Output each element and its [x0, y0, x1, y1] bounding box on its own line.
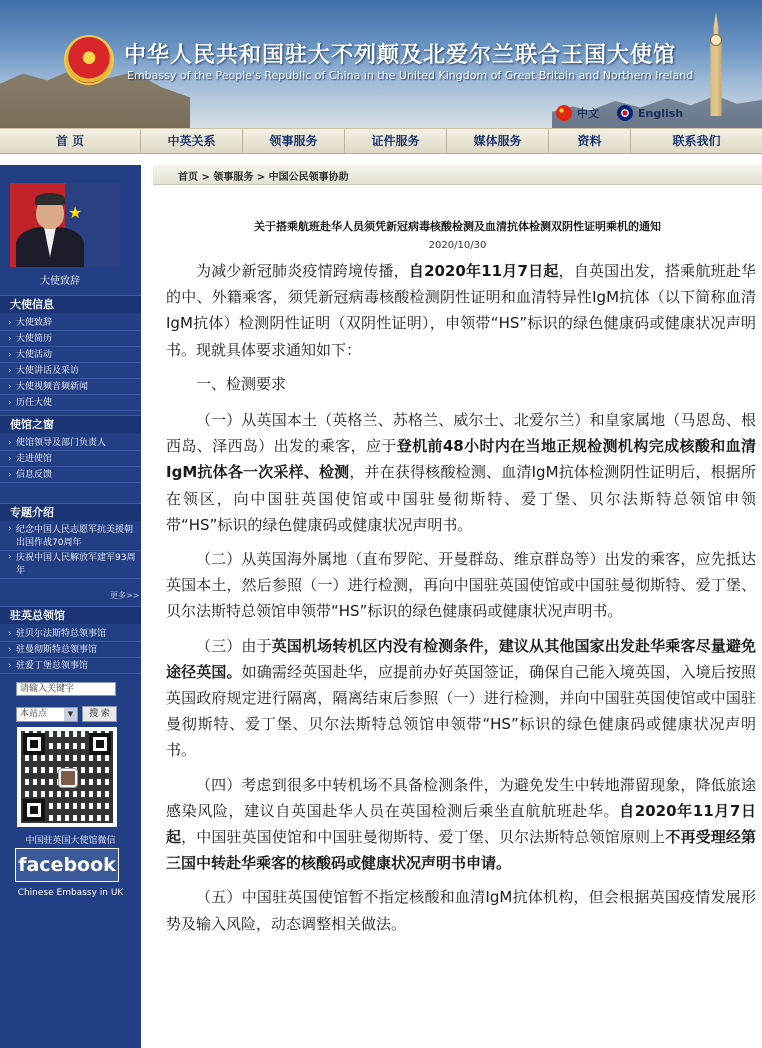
article-text: （一）从英国本土（英格兰、苏格兰、威尔士、北爱尔兰）和皇家属地（马恩岛、根西岛、泽西岛）出发的乘客，应于	[166, 411, 756, 456]
article-text: （二）从英国海外属地（直布罗陀、开曼群岛、维京群岛等）出发的乘客，应先抵达英国本土，然后参照（一）进行检测，再向中国驻英国使馆或中国驻曼彻斯特、爱丁堡、贝尔法斯特总领馆申领带“HS”标识的绿色健康码或健康状况声明书。	[166, 550, 756, 621]
sidebar-item-about-embassy[interactable]: › 走进使馆	[0, 451, 141, 467]
wechat-caption: 中国驻英国大使馆微信	[25, 836, 116, 846]
qr-finder	[23, 799, 45, 821]
photo-hair	[35, 193, 65, 205]
nav-china-uk-relations[interactable]: 中英关系	[141, 128, 243, 154]
sidebar-heading-consulates: 驻英总领馆	[0, 606, 141, 624]
qr-finder	[89, 733, 111, 755]
site-title-cn: 中华人民共和国驻大不列颠及北爱尔兰联合王国大使馆	[124, 43, 677, 68]
sidebar-item-ambassador-speech[interactable]: › 大使致辞	[0, 315, 141, 331]
qr-finder	[23, 733, 45, 755]
article-text: 如确需经英国赴华，应提前办好英国签证，确保自己能入境英国，入境后按照英国政府规定进行隔离，隔离结束后参照（一）进行检测，并向中国驻英国使馆或中国驻曼彻斯特、爱丁堡、贝尔法斯特总领馆申领带“HS”标识的绿色健康码或健康状况声明书。	[166, 662, 756, 760]
article-paragraph	[166, 772, 756, 877]
language-chinese-label: 中文	[577, 107, 599, 120]
nav-contact-us[interactable]: 联系我们	[672, 134, 721, 148]
search-button[interactable]: 搜 索	[82, 706, 117, 722]
article-paragraph	[166, 546, 756, 625]
national-emblem-icon	[66, 37, 112, 83]
sidebar-item-consulate-manchester[interactable]: › 驻曼彻斯特总领事馆	[0, 642, 141, 658]
article-emphasis: 自2020年11月7日起	[166, 801, 756, 847]
article-text: （四）考虑到很多中转机场不具备检测条件，为避免发生中转地滞留现象，降低旅途感染风险，建议自英国赴华人员在英国检测后乘坐直航航班赴华。	[166, 775, 756, 820]
article-body	[166, 258, 756, 945]
article-title: 关于搭乘航班赴华人员须凭新冠病毒核酸检测及血清抗体检测双阴性证明乘机的通知	[254, 220, 661, 233]
language-english-label: English	[638, 106, 684, 120]
article-paragraph	[166, 407, 756, 538]
sidebar-item-topic-volunteers[interactable]: › 纪念中国人民志愿军抗美援朝出国作战70周年	[0, 523, 141, 551]
facebook-caption[interactable]: Chinese Embassy in UK	[17, 888, 124, 898]
nav-resources[interactable]: 资料	[549, 128, 631, 154]
article-text: ，自英国出发，搭乘航班赴华的中、外籍乘客，须凭新冠病毒核酸检测阴性证明和血清特异性IgM抗体（以下简称血清IgM抗体）检测阴性证明（双阴性证明），申领带“HS”标识的绿色健康码或健康状况声明书。现就具体要求通知如下：	[166, 262, 756, 359]
site-title-en: Embassy of the People's Republic of China in the United Kingdom of Great Britain and Northern Ireland	[127, 69, 694, 82]
article-paragraph	[166, 884, 756, 936]
article-paragraph	[166, 633, 756, 764]
article-emphasis: 自2020年11月7日起	[408, 262, 559, 280]
clock-face-icon	[710, 34, 722, 46]
sidebar	[0, 165, 141, 1048]
ambassador-caption[interactable]: 大使致辞	[40, 276, 80, 287]
sidebar-item-embassy-leaders[interactable]: › 使馆领导及部门负责人	[0, 435, 141, 451]
article-text: 为减少新冠肺炎疫情跨境传播，	[196, 262, 409, 280]
flag-star-icon: ★	[68, 203, 83, 222]
sidebar-list-consulates	[0, 626, 141, 674]
header-banner	[0, 0, 762, 128]
sidebar-item-consulate-edinburgh[interactable]: › 驻爱丁堡总领事馆	[0, 658, 141, 674]
sidebar-item-ambassador-media[interactable]: › 大使视频音频新闻	[0, 379, 141, 395]
article-section-heading	[166, 371, 756, 397]
sidebar-list-topics	[0, 523, 141, 579]
qr-avatar-icon	[59, 769, 77, 787]
search-input[interactable]: 请输入关键字	[16, 682, 116, 696]
article-text: （五）中国驻英国使馆暂不指定核酸和血清IgM抗体机构，但会根据英国疫情发展形势及输入风险，动态调整相关做法。	[166, 888, 756, 933]
topics-more-link[interactable]: 更多>>	[110, 591, 140, 600]
sidebar-item-former-ambassadors[interactable]: › 历任大使	[0, 395, 141, 411]
ambassador-photo[interactable]	[10, 183, 120, 267]
search-scope-select[interactable]	[16, 707, 78, 722]
sidebar-list-embassy-window	[0, 435, 141, 483]
sidebar-item-ambassador-bio[interactable]: › 大使简历	[0, 331, 141, 347]
nav-document-services[interactable]: 证件服务	[345, 128, 447, 154]
article-emphasis: 不再受理经第三国中转赴华乘客的核酸码或健康状况声明书申请。	[166, 828, 756, 873]
china-flag-icon	[556, 105, 572, 121]
article-text: ，并在获得核酸检测、血清IgM抗体检测阴性证明后，根据所在领区，向中国驻英国使馆或中国驻曼彻斯特、爱丁堡、贝尔法斯特总领馆申领带“HS”标识的绿色健康码或健康状况声明书。	[166, 463, 756, 534]
article-date: 2020/10/30	[428, 240, 487, 251]
nav-media-services[interactable]: 媒体服务	[447, 128, 549, 154]
breadcrumb[interactable]: 首页 > 领事服务 > 中国公民领事协助	[178, 172, 349, 183]
article-paragraph	[166, 258, 756, 363]
article-emphasis: 英国机场转机区内没有检测条件，建议从其他国家出发赴华乘客尽量避免途径英国。	[166, 636, 756, 681]
nav-home[interactable]: 首 页	[0, 128, 141, 154]
main-nav	[0, 128, 762, 154]
wechat-qr-code	[17, 727, 117, 827]
sidebar-list-ambassador-info	[0, 315, 141, 411]
sidebar-heading-topics: 专题介绍	[0, 503, 141, 521]
chevron-down-icon[interactable]: ▼	[64, 708, 77, 721]
sidebar-item-ambassador-activities[interactable]: › 大使活动	[0, 347, 141, 363]
facebook-logo[interactable]: facebook	[15, 848, 119, 882]
article-text: ，中国驻英国使馆和中国驻曼彻斯特、爱丁堡、贝尔法斯特总领馆原则上	[181, 828, 666, 847]
sidebar-heading-ambassador-info: 大使信息	[0, 295, 141, 313]
uk-flag-icon	[617, 105, 633, 121]
nav-consular-services[interactable]: 领事服务	[243, 128, 345, 154]
sidebar-heading-embassy-window: 使馆之窗	[0, 415, 141, 433]
article-text: （三）由于	[196, 636, 272, 655]
sidebar-item-feedback[interactable]: › 信息反馈	[0, 467, 141, 483]
search-scope-value: 本站点	[20, 709, 48, 719]
sidebar-item-ambassador-interviews[interactable]: › 大使讲话及采访	[0, 363, 141, 379]
language-english-link[interactable]	[617, 105, 683, 121]
language-chinese-link[interactable]	[556, 105, 599, 121]
sidebar-item-topic-pla[interactable]: › 庆祝中国人民解放军建军93周年	[0, 551, 141, 579]
article-emphasis: 登机前48小时内在当地正规检测机构完成核酸和血清IgM抗体各一次采样、检测	[166, 437, 756, 482]
sidebar-item-consulate-belfast[interactable]: › 驻贝尔法斯特总领事馆	[0, 626, 141, 642]
article-text: 一、检测要求	[196, 374, 287, 393]
